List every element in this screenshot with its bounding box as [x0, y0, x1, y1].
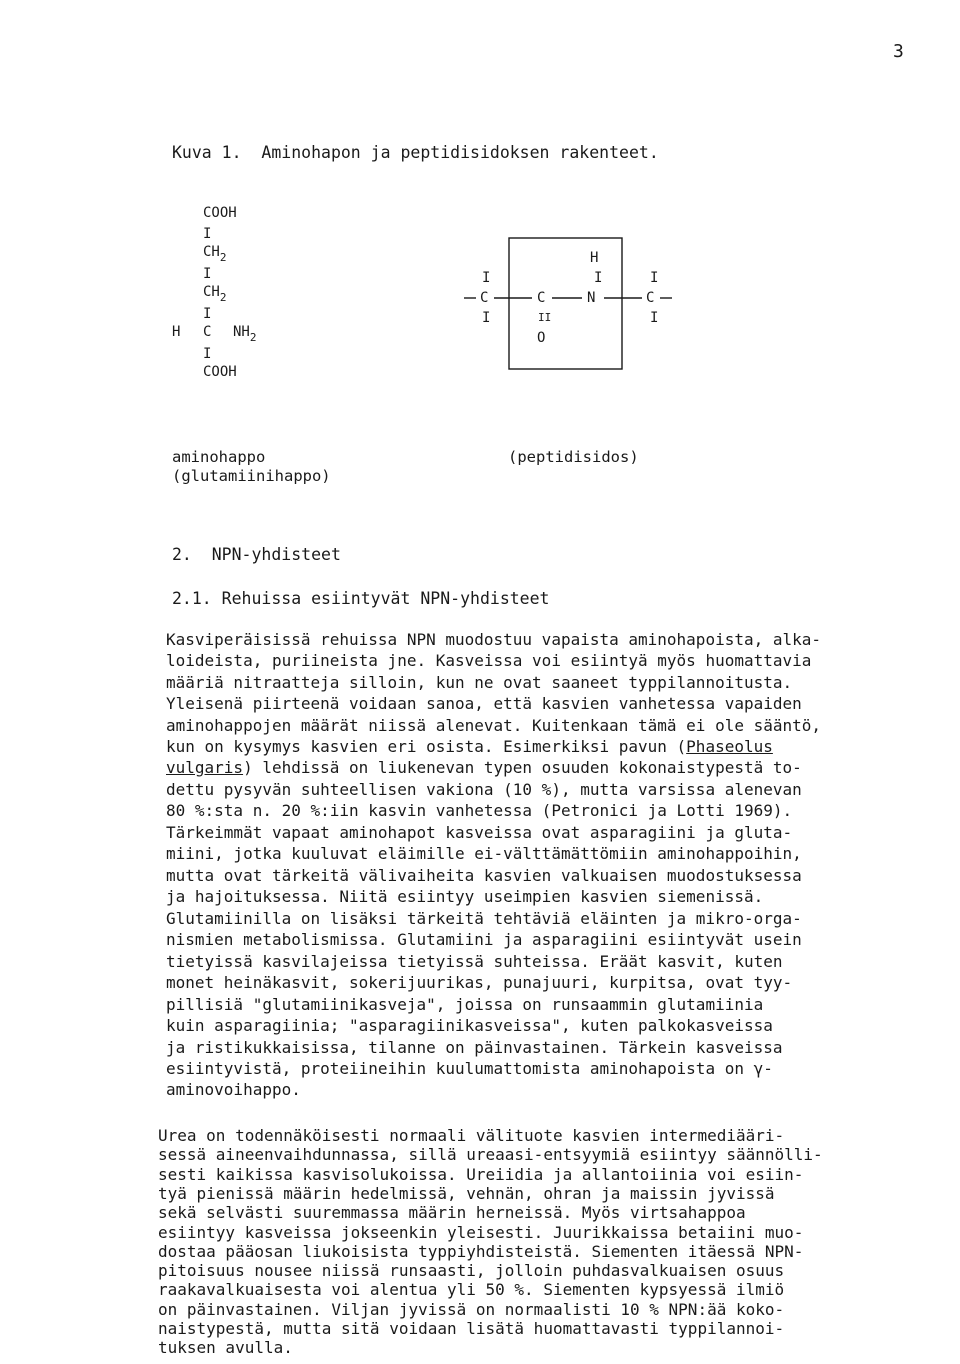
text-line: esiintyvistä, proteiineihin kuulumattomista aminohapoista on γ- — [166, 1059, 773, 1078]
formula-c: C — [203, 324, 212, 340]
formula-ch2-a: $CH_2$ — [203, 244, 227, 264]
text-line: tuksen avulla. — [158, 1338, 293, 1358]
text-line: sekä selvästi suuremmassa määrin herneissä. Myös virtsahappoa — [158, 1203, 746, 1223]
text-line: vulgaris) lehdissä on liukenevan typen osuuden kokonaistypestä to- — [166, 758, 802, 777]
peptide-c3: C — [646, 290, 655, 306]
page-number: 3 — [893, 41, 904, 62]
formula-bond-bar: I — [203, 306, 212, 322]
peptide-bond-bar: I — [482, 310, 491, 326]
peptide-bond-box — [509, 238, 622, 369]
text-line: loideista, puriineista jne. Kasveissa voi esiintyä myös huomattavia — [166, 651, 812, 670]
text-line: mutta ovat tärkeitä välivaiheita kasvien valkuaisen muodostuksessa — [166, 866, 802, 885]
text-line: pitoisuus nousee niissä runsaasti, jolloin puhdasvalkuaisen osuus — [158, 1261, 785, 1281]
label-peptide-bond: (peptidisidos) — [508, 448, 639, 466]
peptide-bond-bar: I — [650, 270, 659, 286]
text-line: aminovoihappo. — [166, 1080, 301, 1099]
text-line: miini, jotka kuuluvat eläimille ei-välttämättömiin aminohappoihin, — [166, 844, 802, 863]
text-line: 80 %:sta n. 20 %:iin kasvin vanhetessa (Petronici ja Lotti 1969). — [166, 801, 793, 820]
label-glutamic-acid: (glutamiinihappo) — [172, 467, 331, 485]
peptide-h: H — [590, 250, 599, 266]
text-line: sesti kaikissa kasvisolukoissa. Ureiidia ja allantoiinia voi esiin- — [158, 1164, 804, 1184]
text-line: dettu pysyvän suhteellisen vakiona (10 %), mutta varsissa alenevan — [166, 780, 802, 799]
peptide-o: O — [537, 330, 546, 346]
peptide-double-bond: II — [538, 311, 552, 324]
formula-h: H — [172, 324, 181, 340]
text-line: pillisiä "glutamiinikasveja", joissa on runsaammin glutamiinia — [166, 995, 764, 1014]
text-line: sessä aineenvaihdunnassa, sillä ureaasi-entsyymiä esiintyy säännölli- — [158, 1145, 823, 1165]
formula-bond-bar: I — [203, 346, 212, 362]
peptide-bond-lines — [0, 0, 960, 400]
formula-cooh-top: COOH — [203, 205, 237, 221]
subsection-heading: 2.1. Rehuissa esiintyvät NPN-yhdisteet — [172, 589, 550, 608]
text-line: Kasviperäisissä rehuissa NPN muodostuu vapaista aminohapoista, alka- — [166, 630, 822, 649]
formula-nh2: $NH_2$ — [233, 324, 257, 344]
text-line: Urea on todennäköisesti normaali välituote kasvien intermediääri- — [158, 1126, 785, 1145]
peptide-n: N — [587, 290, 596, 306]
text-line: tietyissä kasvilajeissa tietyissä suhteissa. Eräät kasvit, kuten — [166, 952, 783, 971]
text-line: raakavalkuaisesta voi alentua yli 50 %. Siementen kypsyessä ilmiö — [158, 1280, 785, 1300]
text-line: esiintyy kasveissa jokseenkin yleisesti. Juurikkaissa betaiini muo- — [158, 1222, 804, 1242]
text-line: on päinvastainen. Viljan jyvissä on normaalisti 10 % NPN:ää koko- — [158, 1299, 785, 1319]
text-line: aminohappojen määrät niissä alenevat. Kuitenkaan tämä ei ole sääntö, — [166, 716, 822, 735]
text-line: tyä pienissä määrin hedelmissä, vehnän, ohran ja maissin jyvissä — [158, 1183, 775, 1203]
text-line: Tärkeimmät vapaat aminohapot kasveissa ovat asparagiini ja gluta- — [166, 823, 793, 842]
text-line: nismien metabolismissa. Glutamiini ja asparagiini esiintyvät usein — [166, 930, 802, 949]
text-line: ja hajoituksessa. Niitä esiintyy useimpien kasvien siemenissä. — [166, 887, 764, 906]
text-line: ja ristikukkaisissa, tilanne on päinvastainen. Tärkein kasveissa — [166, 1038, 783, 1057]
peptide-c2: C — [537, 290, 546, 306]
peptide-c1: C — [480, 290, 489, 306]
text-line: Yleisenä piirteenä voidaan sanoa, että kasvien vanhetessa vapaiden — [166, 694, 802, 713]
peptide-bond-bar: I — [482, 270, 491, 286]
text-line: Glutamiinilla on lisäksi tärkeitä tehtäviä eläinten ja mikro-orga- — [166, 909, 802, 928]
formula-bond-bar: I — [203, 226, 212, 242]
figure-caption: Kuva 1. Aminohapon ja peptidisidoksen rakenteet. — [172, 143, 659, 162]
section-heading: 2. NPN-yhdisteet — [172, 545, 341, 564]
formula-bond-bar: I — [203, 266, 212, 282]
label-amino-acid: aminohappo — [172, 448, 266, 466]
peptide-bond-bar: I — [594, 270, 603, 286]
formula-cooh-bottom: COOH — [203, 364, 237, 380]
text-line: kuin asparagiinia; "asparagiinikasveissa", kuten palkokasveissa — [166, 1016, 773, 1035]
text-line: dostaa pääosan liukoisista typpiyhdisteistä. Siementen itäessä NPN- — [158, 1241, 804, 1261]
text-line: monet heinäkasvit, sokerijuurikas, punajuuri, kurpitsa, ovat tyy- — [166, 973, 793, 992]
text-line: kun on kysymys kasvien eri osista. Esimerkiksi pavun (Phaseolus — [166, 737, 773, 756]
peptide-bond-bar: I — [650, 310, 659, 326]
text-line: määriä nitraatteja silloin, kun ne ovat saaneet typpilannoitusta. — [166, 673, 793, 692]
text-line: naistypestä, mutta sitä voidaan lisätä huomattavasti typpilannoi- — [158, 1319, 785, 1338]
formula-ch2-b: $CH_2$ — [203, 284, 227, 304]
